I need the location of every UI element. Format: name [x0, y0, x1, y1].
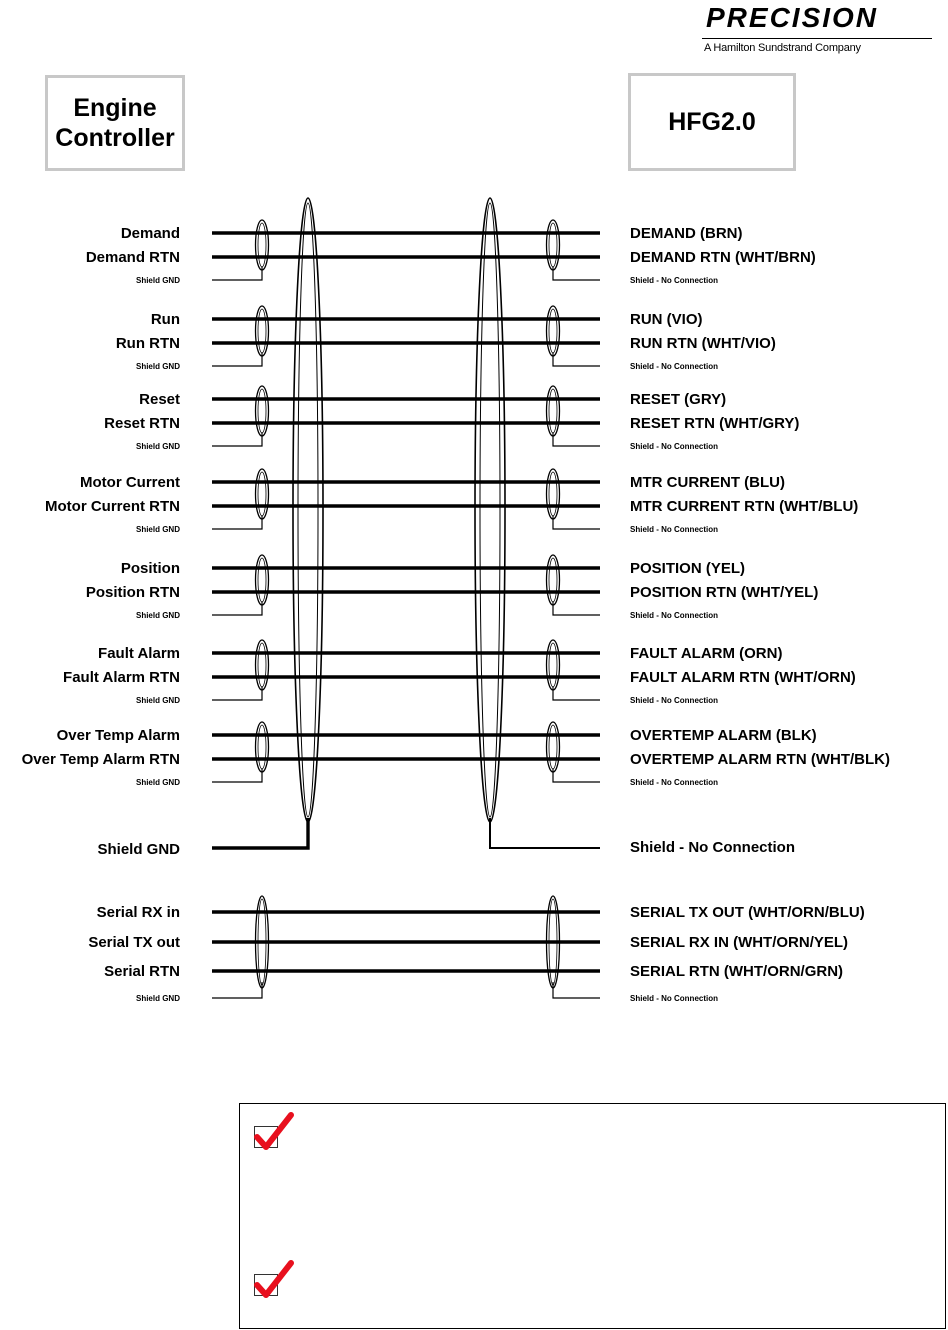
engine-controller-title-line1: Engine: [73, 94, 157, 122]
pair-shield-ellipse: [547, 555, 560, 605]
right-signal-label: RESET RTN (WHT/GRY): [630, 415, 800, 432]
right-signal-label: DEMAND RTN (WHT/BRN): [630, 249, 816, 266]
left-shield-label: Shield GND: [135, 525, 180, 534]
left-shield-label: Shield GND: [135, 442, 180, 451]
left-signal-label: Motor Current: [80, 474, 180, 491]
right-signal-label: DEMAND (BRN): [630, 225, 743, 242]
pair-shield-ellipse: [256, 722, 269, 772]
checkmark-icon: [253, 1109, 293, 1149]
left-shield-drain: [212, 687, 262, 700]
right-shield-label: Shield - No Connection: [630, 611, 718, 620]
logo-brand: PRECISION: [706, 2, 879, 33]
pair-shield-ellipse-inner: [258, 309, 266, 353]
pair-shield-ellipse: [256, 555, 269, 605]
overall-shield-right-label: Shield - No Connection: [630, 839, 795, 856]
right-signal-label: RESET (GRY): [630, 391, 727, 408]
left-signal-label: Fault Alarm RTN: [63, 669, 180, 686]
left-shield-drain: [212, 267, 262, 280]
left-shield-label: Shield GND: [135, 778, 180, 787]
left-shield-drain: [212, 516, 262, 529]
left-signal-label: Run: [150, 311, 180, 328]
left-signal-label: Demand RTN: [85, 249, 180, 266]
right-shield-drain: [553, 433, 600, 446]
pair-shield-ellipse: [547, 386, 560, 436]
right-signal-label: MTR CURRENT (BLU): [630, 474, 785, 491]
right-signal-label: OVERTEMP ALARM (BLK): [630, 727, 817, 744]
right-signal-label: RUN RTN (WHT/VIO): [630, 335, 776, 352]
pair-shield-ellipse-inner: [258, 389, 266, 433]
pair-shield-ellipse-inner: [549, 725, 557, 769]
pair-shield-ellipse-inner: [549, 309, 557, 353]
pair-shield-ellipse: [547, 220, 560, 270]
pair-shield-ellipse: [256, 386, 269, 436]
right-signal-label: POSITION (YEL): [630, 560, 746, 577]
right-shield-drain: [553, 602, 600, 615]
checkbox-icon: [254, 1126, 278, 1148]
pair-shield-ellipse-inner: [258, 725, 266, 769]
pair-shield-ellipse-inner: [258, 223, 266, 267]
right-shield-label: Shield - No Connection: [630, 276, 718, 285]
right-shield-label: Shield - No Connection: [630, 778, 718, 787]
left-serial-label: Serial TX out: [88, 934, 180, 951]
pair-shield-ellipse-inner: [258, 472, 266, 516]
right-shield-label: Shield - No Connection: [630, 696, 718, 705]
serial-right-shield-label: Shield - No Connection: [630, 994, 718, 1003]
left-signal-label: Reset RTN: [104, 415, 180, 432]
engine-controller-title-line2: Controller: [55, 124, 175, 152]
pair-shield-ellipse: [547, 306, 560, 356]
left-signal-label: Over Temp Alarm RTN: [21, 751, 180, 768]
notes-box: [239, 1103, 946, 1329]
pair-shield-ellipse: [256, 469, 269, 519]
checkbox-icon: [254, 1274, 278, 1296]
overall-shield-wire-right: [490, 818, 600, 848]
right-signal-label: POSITION RTN (WHT/YEL): [630, 584, 819, 601]
left-shield-label: Shield GND: [135, 362, 180, 371]
right-shield-drain: [553, 687, 600, 700]
left-signal-label: Demand: [120, 225, 180, 242]
pair-shield-ellipse: [256, 306, 269, 356]
right-shield-label: Shield - No Connection: [630, 525, 718, 534]
right-shield-drain: [553, 516, 600, 529]
pair-shield-ellipse-inner: [549, 472, 557, 516]
left-serial-label: Serial RX in: [96, 904, 180, 921]
right-serial-label: SERIAL TX OUT (WHT/ORN/BLU): [630, 904, 865, 921]
left-shield-label: Shield GND: [135, 696, 180, 705]
pair-shield-ellipse-inner: [549, 643, 557, 687]
right-signal-label: FAULT ALARM (ORN): [630, 645, 783, 662]
right-serial-label: SERIAL RTN (WHT/ORN/GRN): [630, 963, 844, 980]
pair-shield-ellipse: [547, 640, 560, 690]
hfg-title: HFG2.0: [668, 108, 756, 136]
left-shield-drain: [212, 769, 262, 782]
right-signal-label: OVERTEMP ALARM RTN (WHT/BLK): [630, 751, 890, 768]
pair-shield-ellipse: [547, 722, 560, 772]
right-signal-label: RUN (VIO): [630, 311, 703, 328]
pair-shield-ellipse-inner: [258, 643, 266, 687]
left-shield-label: Shield GND: [135, 276, 180, 285]
pair-shield-ellipse: [547, 469, 560, 519]
left-signal-label: Fault Alarm: [98, 645, 180, 662]
left-signal-label: Run RTN: [115, 335, 180, 352]
left-signal-label: Reset: [139, 391, 180, 408]
left-signal-label: Motor Current RTN: [45, 498, 180, 515]
logo-tagline: A Hamilton Sundstrand Company: [704, 42, 861, 54]
left-signal-label: Position RTN: [85, 584, 180, 601]
left-shield-label: Shield GND: [135, 611, 180, 620]
left-shield-drain: [212, 602, 262, 615]
serial-left-shield-drain: [212, 982, 262, 998]
left-serial-label: Serial RTN: [104, 963, 180, 980]
pair-shield-ellipse: [256, 640, 269, 690]
pair-shield-ellipse-inner: [258, 558, 266, 602]
left-signal-label: Position: [120, 560, 180, 577]
pair-shield-ellipse-inner: [549, 389, 557, 433]
right-signal-label: MTR CURRENT RTN (WHT/BLU): [630, 498, 859, 515]
right-shield-drain: [553, 353, 600, 366]
overall-shield-wire-left: [212, 818, 308, 848]
checkmark-icon: [253, 1257, 293, 1297]
right-shield-label: Shield - No Connection: [630, 442, 718, 451]
overall-shield-left-label: Shield GND: [97, 841, 180, 858]
pair-shield-ellipse-inner: [549, 558, 557, 602]
serial-left-shield-label: Shield GND: [135, 994, 180, 1003]
left-signal-label: Over Temp Alarm: [56, 727, 180, 744]
right-signal-label: FAULT ALARM RTN (WHT/ORN): [630, 669, 856, 686]
left-shield-drain: [212, 353, 262, 366]
cable-shield-ellipse-inner: [480, 203, 500, 817]
left-shield-drain: [212, 433, 262, 446]
pair-shield-ellipse: [256, 220, 269, 270]
cable-shield-ellipse-inner: [298, 203, 318, 817]
right-serial-label: SERIAL RX IN (WHT/ORN/YEL): [630, 934, 849, 951]
right-shield-label: Shield - No Connection: [630, 362, 718, 371]
serial-right-shield-drain: [553, 982, 600, 998]
pair-shield-ellipse-inner: [549, 223, 557, 267]
right-shield-drain: [553, 769, 600, 782]
right-shield-drain: [553, 267, 600, 280]
